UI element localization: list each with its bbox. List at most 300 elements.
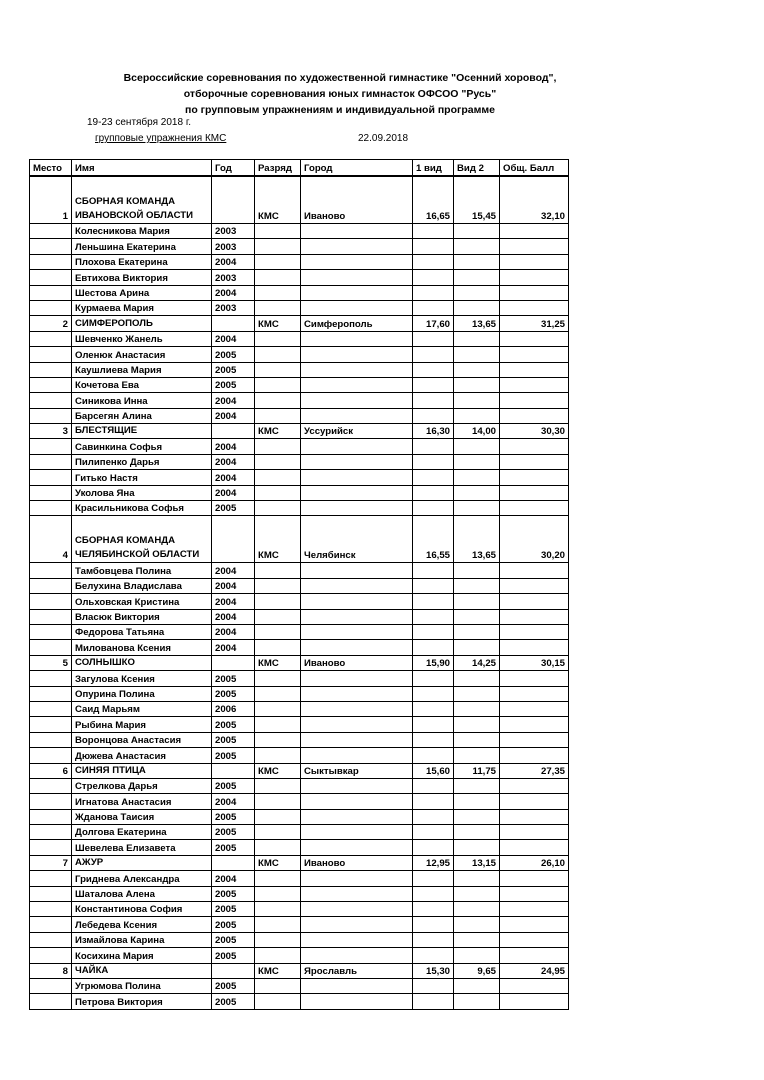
- member-empty-cell: [454, 701, 500, 716]
- team-row: [30, 855, 569, 870]
- team-rank: КМС: [255, 516, 301, 563]
- member-empty-cell: [255, 285, 301, 300]
- member-empty-cell: [413, 224, 454, 239]
- team-score1: 16,55: [413, 516, 454, 563]
- member-empty-cell: [301, 594, 413, 609]
- member-empty-cell: [500, 948, 569, 963]
- team-rank: КМС: [255, 316, 301, 331]
- member-row: [30, 594, 569, 609]
- member-empty-cell: [413, 501, 454, 516]
- member-empty-cell: [500, 485, 569, 500]
- member-empty-cell: [413, 439, 454, 454]
- team-place: 4: [30, 516, 72, 563]
- col-name: Имя: [72, 160, 212, 177]
- member-empty-cell: [454, 871, 500, 886]
- member-place: [30, 239, 72, 254]
- member-empty-cell: [454, 640, 500, 655]
- team-city: Ярославль: [301, 963, 413, 978]
- member-place: [30, 701, 72, 716]
- member-year: 2004: [212, 794, 255, 809]
- member-empty-cell: [454, 254, 500, 269]
- team-year: [212, 963, 255, 978]
- member-place: [30, 439, 72, 454]
- member-empty-cell: [301, 671, 413, 686]
- member-year: 2004: [212, 393, 255, 408]
- member-row: [30, 578, 569, 593]
- member-empty-cell: [301, 840, 413, 855]
- member-place: [30, 609, 72, 624]
- member-name: Каушлиева Мария: [72, 362, 212, 377]
- member-empty-cell: [500, 578, 569, 593]
- member-empty-cell: [500, 640, 569, 655]
- member-name: Колесникова Мария: [72, 224, 212, 239]
- member-place: [30, 671, 72, 686]
- member-place: [30, 932, 72, 947]
- member-row: [30, 732, 569, 747]
- member-empty-cell: [413, 778, 454, 793]
- member-place: [30, 948, 72, 963]
- member-empty-cell: [454, 840, 500, 855]
- member-empty-cell: [454, 578, 500, 593]
- member-place: [30, 454, 72, 469]
- team-year: [212, 316, 255, 331]
- member-empty-cell: [255, 331, 301, 346]
- member-empty-cell: [413, 948, 454, 963]
- member-empty-cell: [301, 917, 413, 932]
- member-name: Рыбина Мария: [72, 717, 212, 732]
- member-empty-cell: [500, 439, 569, 454]
- member-empty-cell: [255, 871, 301, 886]
- document-title: [0, 70, 680, 118]
- member-empty-cell: [500, 994, 569, 1009]
- member-empty-cell: [301, 270, 413, 285]
- member-empty-cell: [255, 501, 301, 516]
- member-place: [30, 624, 72, 639]
- member-empty-cell: [301, 331, 413, 346]
- member-row: [30, 717, 569, 732]
- member-name: Плохова Екатерина: [72, 254, 212, 269]
- member-empty-cell: [454, 748, 500, 763]
- team-score2: 13,65: [454, 516, 500, 563]
- member-empty-cell: [500, 671, 569, 686]
- member-row: [30, 563, 569, 578]
- team-rank: КМС: [255, 176, 301, 224]
- member-year: 2004: [212, 563, 255, 578]
- team-year: [212, 855, 255, 870]
- member-year: 2005: [212, 994, 255, 1009]
- member-row: [30, 948, 569, 963]
- member-empty-cell: [255, 594, 301, 609]
- member-empty-cell: [255, 671, 301, 686]
- member-year: 2004: [212, 408, 255, 423]
- member-name: Игнатова Анастасия: [72, 794, 212, 809]
- member-empty-cell: [413, 454, 454, 469]
- member-empty-cell: [413, 840, 454, 855]
- member-empty-cell: [301, 485, 413, 500]
- member-empty-cell: [255, 701, 301, 716]
- member-empty-cell: [255, 347, 301, 362]
- member-empty-cell: [413, 994, 454, 1009]
- member-empty-cell: [413, 377, 454, 392]
- member-name: Тамбовцева Полина: [72, 563, 212, 578]
- member-name: Косихина Мария: [72, 948, 212, 963]
- member-name: Шестова Арина: [72, 285, 212, 300]
- member-row: [30, 640, 569, 655]
- member-empty-cell: [413, 917, 454, 932]
- member-empty-cell: [500, 686, 569, 701]
- member-empty-cell: [500, 300, 569, 315]
- member-year: 2005: [212, 932, 255, 947]
- member-place: [30, 594, 72, 609]
- team-name-line: СБОРНАЯ КОМАНДА: [75, 535, 176, 547]
- member-place: [30, 377, 72, 392]
- member-empty-cell: [454, 393, 500, 408]
- team-city: Уссурийск: [301, 424, 413, 439]
- member-empty-cell: [301, 300, 413, 315]
- member-year: 2004: [212, 609, 255, 624]
- team-place: 1: [30, 176, 72, 224]
- event-date: 22.09.2018: [358, 133, 409, 144]
- member-empty-cell: [413, 470, 454, 485]
- member-empty-cell: [301, 501, 413, 516]
- member-year: 2005: [212, 501, 255, 516]
- member-empty-cell: [301, 224, 413, 239]
- team-score1: 16,30: [413, 424, 454, 439]
- member-place: [30, 331, 72, 346]
- member-empty-cell: [255, 408, 301, 423]
- member-place: [30, 794, 72, 809]
- member-place: [30, 408, 72, 423]
- team-score1: 15,30: [413, 963, 454, 978]
- member-place: [30, 978, 72, 993]
- team-row: [30, 655, 569, 670]
- member-name: Жданова Таисия: [72, 809, 212, 824]
- member-empty-cell: [301, 470, 413, 485]
- member-empty-cell: [454, 671, 500, 686]
- member-empty-cell: [500, 254, 569, 269]
- team-row: [30, 316, 569, 331]
- member-row: [30, 408, 569, 423]
- member-empty-cell: [454, 978, 500, 993]
- member-empty-cell: [255, 902, 301, 917]
- member-name: Евтихова Виктория: [72, 270, 212, 285]
- team-row: [30, 176, 569, 224]
- member-empty-cell: [255, 794, 301, 809]
- member-empty-cell: [500, 285, 569, 300]
- member-empty-cell: [454, 686, 500, 701]
- member-empty-cell: [413, 300, 454, 315]
- table-header-row: [30, 160, 569, 177]
- member-year: 2005: [212, 748, 255, 763]
- member-name: Измайлова Карина: [72, 932, 212, 947]
- member-year: 2005: [212, 717, 255, 732]
- member-name: Барсегян Алина: [72, 408, 212, 423]
- member-empty-cell: [413, 886, 454, 901]
- member-row: [30, 825, 569, 840]
- member-empty-cell: [413, 408, 454, 423]
- member-empty-cell: [500, 470, 569, 485]
- member-row: [30, 439, 569, 454]
- member-empty-cell: [255, 377, 301, 392]
- member-empty-cell: [301, 624, 413, 639]
- member-empty-cell: [301, 948, 413, 963]
- member-empty-cell: [500, 224, 569, 239]
- team-total: 27,35: [500, 763, 569, 778]
- member-row: [30, 270, 569, 285]
- team-score1: 12,95: [413, 855, 454, 870]
- member-name: Ольховская Кристина: [72, 594, 212, 609]
- member-year: 2004: [212, 578, 255, 593]
- member-year: 2004: [212, 439, 255, 454]
- member-row: [30, 871, 569, 886]
- member-empty-cell: [454, 825, 500, 840]
- member-name: Оленюк Анастасия: [72, 347, 212, 362]
- team-rank: КМС: [255, 655, 301, 670]
- member-name: Гриднева Александра: [72, 871, 212, 886]
- member-place: [30, 347, 72, 362]
- member-name: Дюжева Анастасия: [72, 748, 212, 763]
- member-row: [30, 686, 569, 701]
- member-empty-cell: [454, 732, 500, 747]
- member-empty-cell: [500, 778, 569, 793]
- team-name-line: ИВАНОВСКОЙ ОБЛАСТИ: [75, 210, 194, 221]
- member-empty-cell: [255, 948, 301, 963]
- member-name: Уколова Яна: [72, 485, 212, 500]
- member-empty-cell: [301, 717, 413, 732]
- member-year: 2004: [212, 331, 255, 346]
- team-rank: КМС: [255, 963, 301, 978]
- team-total: 32,10: [500, 176, 569, 224]
- member-place: [30, 362, 72, 377]
- member-empty-cell: [413, 362, 454, 377]
- col-city: Город: [301, 160, 413, 177]
- member-name: Кочетова Ева: [72, 377, 212, 392]
- member-name: Лебедева Ксения: [72, 917, 212, 932]
- member-empty-cell: [413, 578, 454, 593]
- member-year: 2005: [212, 671, 255, 686]
- member-empty-cell: [500, 362, 569, 377]
- member-empty-cell: [255, 485, 301, 500]
- member-row: [30, 932, 569, 947]
- member-empty-cell: [413, 732, 454, 747]
- team-name-line: СИНЯЯ ПТИЦА: [75, 764, 146, 776]
- member-empty-cell: [454, 717, 500, 732]
- team-city: Иваново: [301, 176, 413, 224]
- member-empty-cell: [454, 377, 500, 392]
- member-empty-cell: [500, 917, 569, 932]
- member-name: Красильникова Софья: [72, 501, 212, 516]
- member-year: 2005: [212, 948, 255, 963]
- member-year: 2004: [212, 470, 255, 485]
- member-empty-cell: [454, 994, 500, 1009]
- member-year: 2004: [212, 594, 255, 609]
- member-empty-cell: [500, 871, 569, 886]
- member-empty-cell: [413, 393, 454, 408]
- member-empty-cell: [413, 485, 454, 500]
- team-total: 30,20: [500, 516, 569, 563]
- team-score2: 13,15: [454, 855, 500, 870]
- member-row: [30, 285, 569, 300]
- title-line-2: отборочные соревнования юных гимнасток ОФСОО "Русь": [183, 88, 497, 100]
- team-name: [72, 424, 212, 439]
- member-year: 2005: [212, 886, 255, 901]
- member-empty-cell: [413, 825, 454, 840]
- member-empty-cell: [500, 902, 569, 917]
- team-place: 5: [30, 655, 72, 670]
- member-empty-cell: [454, 563, 500, 578]
- member-empty-cell: [413, 640, 454, 655]
- member-place: [30, 902, 72, 917]
- member-name: Шаталова Алена: [72, 886, 212, 901]
- member-place: [30, 470, 72, 485]
- member-row: [30, 454, 569, 469]
- member-empty-cell: [255, 978, 301, 993]
- team-score1: 15,90: [413, 655, 454, 670]
- member-name: Константинова София: [72, 902, 212, 917]
- member-row: [30, 393, 569, 408]
- member-row: [30, 609, 569, 624]
- member-empty-cell: [454, 809, 500, 824]
- member-name: Федорова Татьяна: [72, 624, 212, 639]
- member-empty-cell: [255, 270, 301, 285]
- member-empty-cell: [301, 871, 413, 886]
- member-place: [30, 501, 72, 516]
- team-total: 31,25: [500, 316, 569, 331]
- member-row: [30, 978, 569, 993]
- member-row: [30, 485, 569, 500]
- member-year: 2005: [212, 732, 255, 747]
- member-year: 2003: [212, 270, 255, 285]
- member-row: [30, 377, 569, 392]
- col-score2: Вид 2: [454, 160, 500, 177]
- member-empty-cell: [500, 501, 569, 516]
- team-name: [72, 516, 212, 563]
- member-year: 2003: [212, 239, 255, 254]
- team-name: [72, 176, 212, 224]
- member-empty-cell: [301, 347, 413, 362]
- team-row: [30, 963, 569, 978]
- member-empty-cell: [301, 686, 413, 701]
- team-city: Сыктывкар: [301, 763, 413, 778]
- member-empty-cell: [301, 994, 413, 1009]
- member-year: 2005: [212, 809, 255, 824]
- member-row: [30, 501, 569, 516]
- member-empty-cell: [301, 640, 413, 655]
- member-name: Гитько Настя: [72, 470, 212, 485]
- member-empty-cell: [454, 331, 500, 346]
- team-place: 3: [30, 424, 72, 439]
- member-row: [30, 239, 569, 254]
- member-empty-cell: [500, 748, 569, 763]
- member-empty-cell: [255, 932, 301, 947]
- member-empty-cell: [301, 609, 413, 624]
- member-empty-cell: [301, 902, 413, 917]
- member-empty-cell: [255, 578, 301, 593]
- team-year: [212, 516, 255, 563]
- member-empty-cell: [255, 778, 301, 793]
- member-empty-cell: [454, 470, 500, 485]
- team-score2: 14,25: [454, 655, 500, 670]
- member-year: 2005: [212, 902, 255, 917]
- team-name: [72, 963, 212, 978]
- member-empty-cell: [500, 270, 569, 285]
- member-empty-cell: [500, 454, 569, 469]
- member-place: [30, 732, 72, 747]
- member-row: [30, 748, 569, 763]
- member-empty-cell: [454, 917, 500, 932]
- team-name-line: ЧЕЛЯБИНСКОЙ ОБЛАСТИ: [75, 549, 200, 561]
- member-row: [30, 671, 569, 686]
- member-empty-cell: [255, 994, 301, 1009]
- member-empty-cell: [500, 732, 569, 747]
- member-empty-cell: [413, 270, 454, 285]
- member-empty-cell: [255, 624, 301, 639]
- member-row: [30, 224, 569, 239]
- team-score1: 17,60: [413, 316, 454, 331]
- member-empty-cell: [301, 285, 413, 300]
- col-place: Место: [30, 160, 72, 177]
- member-empty-cell: [454, 270, 500, 285]
- member-empty-cell: [413, 871, 454, 886]
- member-year: 2005: [212, 978, 255, 993]
- member-empty-cell: [255, 362, 301, 377]
- member-empty-cell: [500, 624, 569, 639]
- team-score2: 15,45: [454, 176, 500, 224]
- team-name-line: СИМФЕРОПОЛЬ: [75, 317, 153, 329]
- member-place: [30, 224, 72, 239]
- member-empty-cell: [500, 840, 569, 855]
- member-name: Милованова Ксения: [72, 640, 212, 655]
- member-empty-cell: [413, 624, 454, 639]
- member-row: [30, 624, 569, 639]
- member-empty-cell: [255, 254, 301, 269]
- competition-dates: 19-23 сентября 2018 г.: [87, 117, 192, 128]
- member-place: [30, 825, 72, 840]
- team-total: 30,30: [500, 424, 569, 439]
- member-place: [30, 393, 72, 408]
- member-year: 2006: [212, 701, 255, 716]
- member-empty-cell: [413, 717, 454, 732]
- member-year: 2003: [212, 300, 255, 315]
- member-empty-cell: [255, 224, 301, 239]
- member-row: [30, 917, 569, 932]
- team-name-line: АЖУР: [75, 857, 104, 869]
- results-body: [30, 176, 569, 1009]
- member-empty-cell: [454, 300, 500, 315]
- team-city: Симферополь: [301, 316, 413, 331]
- member-name: Белухина Владислава: [72, 578, 212, 593]
- member-place: [30, 285, 72, 300]
- member-empty-cell: [301, 701, 413, 716]
- member-year: 2005: [212, 825, 255, 840]
- member-empty-cell: [500, 239, 569, 254]
- member-empty-cell: [454, 224, 500, 239]
- member-empty-cell: [255, 609, 301, 624]
- member-empty-cell: [500, 609, 569, 624]
- member-empty-cell: [454, 501, 500, 516]
- member-empty-cell: [454, 932, 500, 947]
- title-line-1: Всероссийские соревнования по художественной гимнастике "Осенний хоровод",: [123, 72, 557, 84]
- member-place: [30, 254, 72, 269]
- member-empty-cell: [454, 624, 500, 639]
- team-row: [30, 424, 569, 439]
- member-empty-cell: [255, 563, 301, 578]
- member-empty-cell: [454, 902, 500, 917]
- member-empty-cell: [301, 563, 413, 578]
- member-place: [30, 748, 72, 763]
- member-empty-cell: [255, 239, 301, 254]
- member-empty-cell: [255, 917, 301, 932]
